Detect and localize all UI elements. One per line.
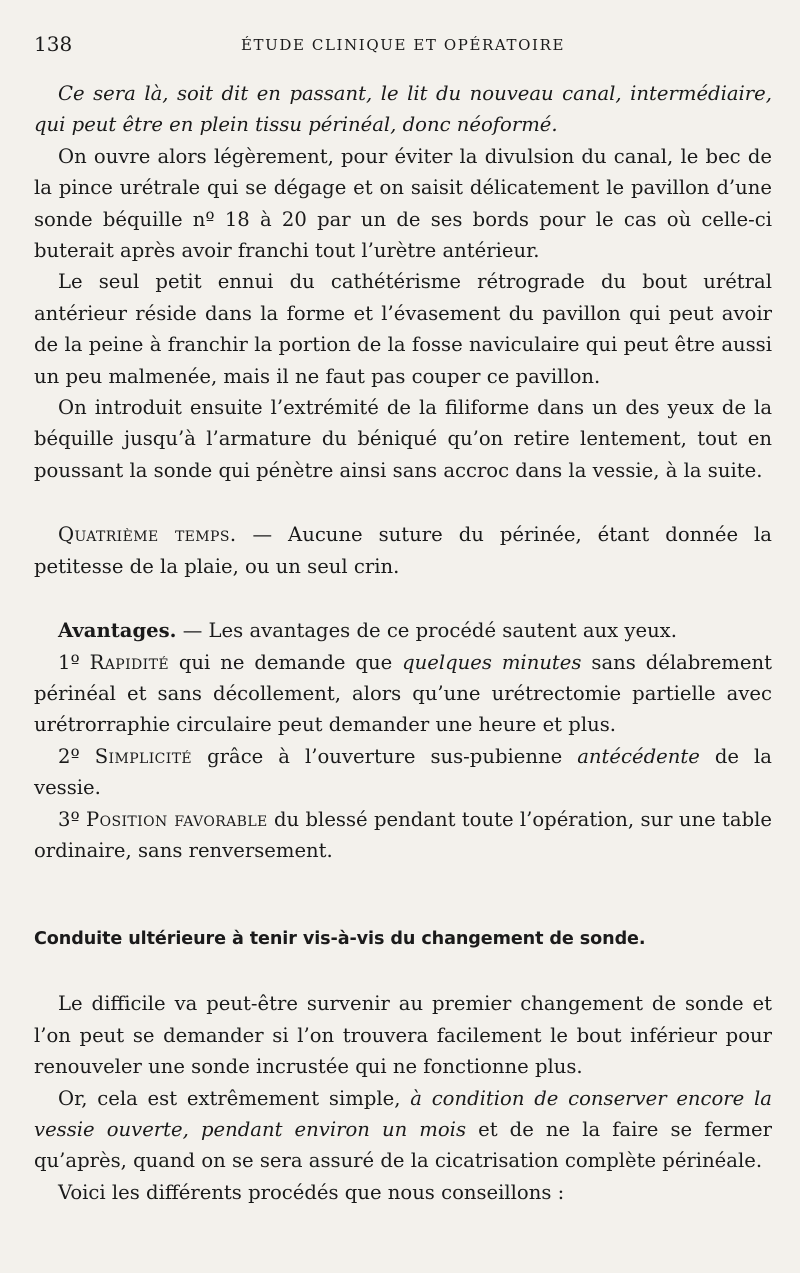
paragraph-pince-uretrale: On ouvre alors légèrement, pour éviter la divulsion du canal, le bec de la pince urétrale qui se dégage et on saisit délicatement le pavillon d’une sonde béquille nº 18 à 20 par un de ses bords pour le cas où celle-ci buterait après avoir franchi tout l’urètre antérieur. (34, 144, 772, 263)
paragraph-emphasis: à condition de conserver encore la vessie ouverte, pendant environ un mois (34, 1086, 772, 1141)
item-label: Position favorable (86, 807, 268, 831)
paragraph-nouveau-canal (34, 78, 772, 141)
item-number: 3º (58, 807, 87, 831)
paragraph-procedes: Voici les différents procédés que nous conseillons : (58, 1180, 565, 1204)
advantages-text: — Les avantages de ce procédé sautent aux yeux. (176, 619, 677, 643)
item-text: de la vessie. (34, 744, 772, 800)
step-text: — Aucune suture du périnée, étant donnée la petitesse de la plaie, ou un seul crin. (34, 523, 772, 578)
item-text: du blessé pendant toute l’opération, sur une table ordinaire, sans renversement. (34, 807, 773, 862)
item-emphasis: antécédente (577, 744, 700, 768)
section-heading: Conduite ultérieure à tenir vis-à-vis du changement de sonde. (34, 929, 646, 950)
paragraph-text: Or, cela est extrêmement simple, (58, 1086, 411, 1110)
item-text: grâce à l’ouverture sus-pubienne (192, 744, 578, 768)
paragraph-catheterisme: Le seul petit ennui du cathétérisme rétrograde du bout urétral antérieur réside dans la forme et l’évasement du pavillon qui peut avoir de la peine à franchir la portion de la fosse naviculaire qui peut être aussi un peu malmenée, mais il ne faut pas couper ce pavillon. (34, 270, 772, 388)
paragraph-changement-sonde: Le difficile va peut-être survenir au premier changement de sonde et l’on peut se demander si l’on trouvera facilement le bout inférieur pour renouveler une sonde incrustée qui ne fonctionne plus. (34, 992, 772, 1079)
paragraph-text: et de ne la faire se fermer qu’après, quand on se sera assuré de la cicatrisation complète périnéale. (34, 1117, 772, 1173)
paragraph-position (34, 804, 772, 867)
item-text: qui ne demande que (168, 650, 403, 674)
page-header (34, 32, 772, 62)
paragraph-rapidite (34, 647, 772, 741)
advantages-label: Avantages. (58, 619, 177, 643)
item-number: 1º (58, 650, 90, 674)
item-label: Rapidité (89, 650, 169, 674)
paragraph-simplicite (34, 741, 772, 804)
paragraph-quatrieme-temps (34, 519, 772, 582)
paragraph-filiforme: On introduit ensuite l’extrémité de la filiforme dans un des yeux de la béquille jusqu’à l’armature du béniqué qu’on retire lentement, tout en poussant la sonde qui pénètre ainsi sans accroc dans la vessie, à la suite. (34, 396, 772, 482)
item-label: Simplicité (94, 744, 193, 768)
step-label: Quatrième temps. (58, 523, 237, 547)
running-title: ÉTUDE CLINIQUE ET OPÉRATOIRE (240, 36, 566, 54)
italic-text: Ce sera là, soit dit en passant, le lit du nouveau canal, intermédiaire, qui peut être en plein tissu périnéal, donc néoformé. (34, 82, 772, 137)
paragraph-vessie-ouverte (34, 1083, 772, 1177)
page-number: 138 (34, 32, 73, 56)
paragraph-avantages (34, 615, 772, 646)
page-body (34, 78, 772, 1208)
item-number: 2º (58, 744, 95, 768)
item-text: sans délabrement périnéal et sans décollement, alors qu’une urétrectomie partielle avec urétrorraphie circulaire peut demander une heure et plus. (34, 650, 772, 737)
item-emphasis: quelques minutes (402, 650, 582, 674)
